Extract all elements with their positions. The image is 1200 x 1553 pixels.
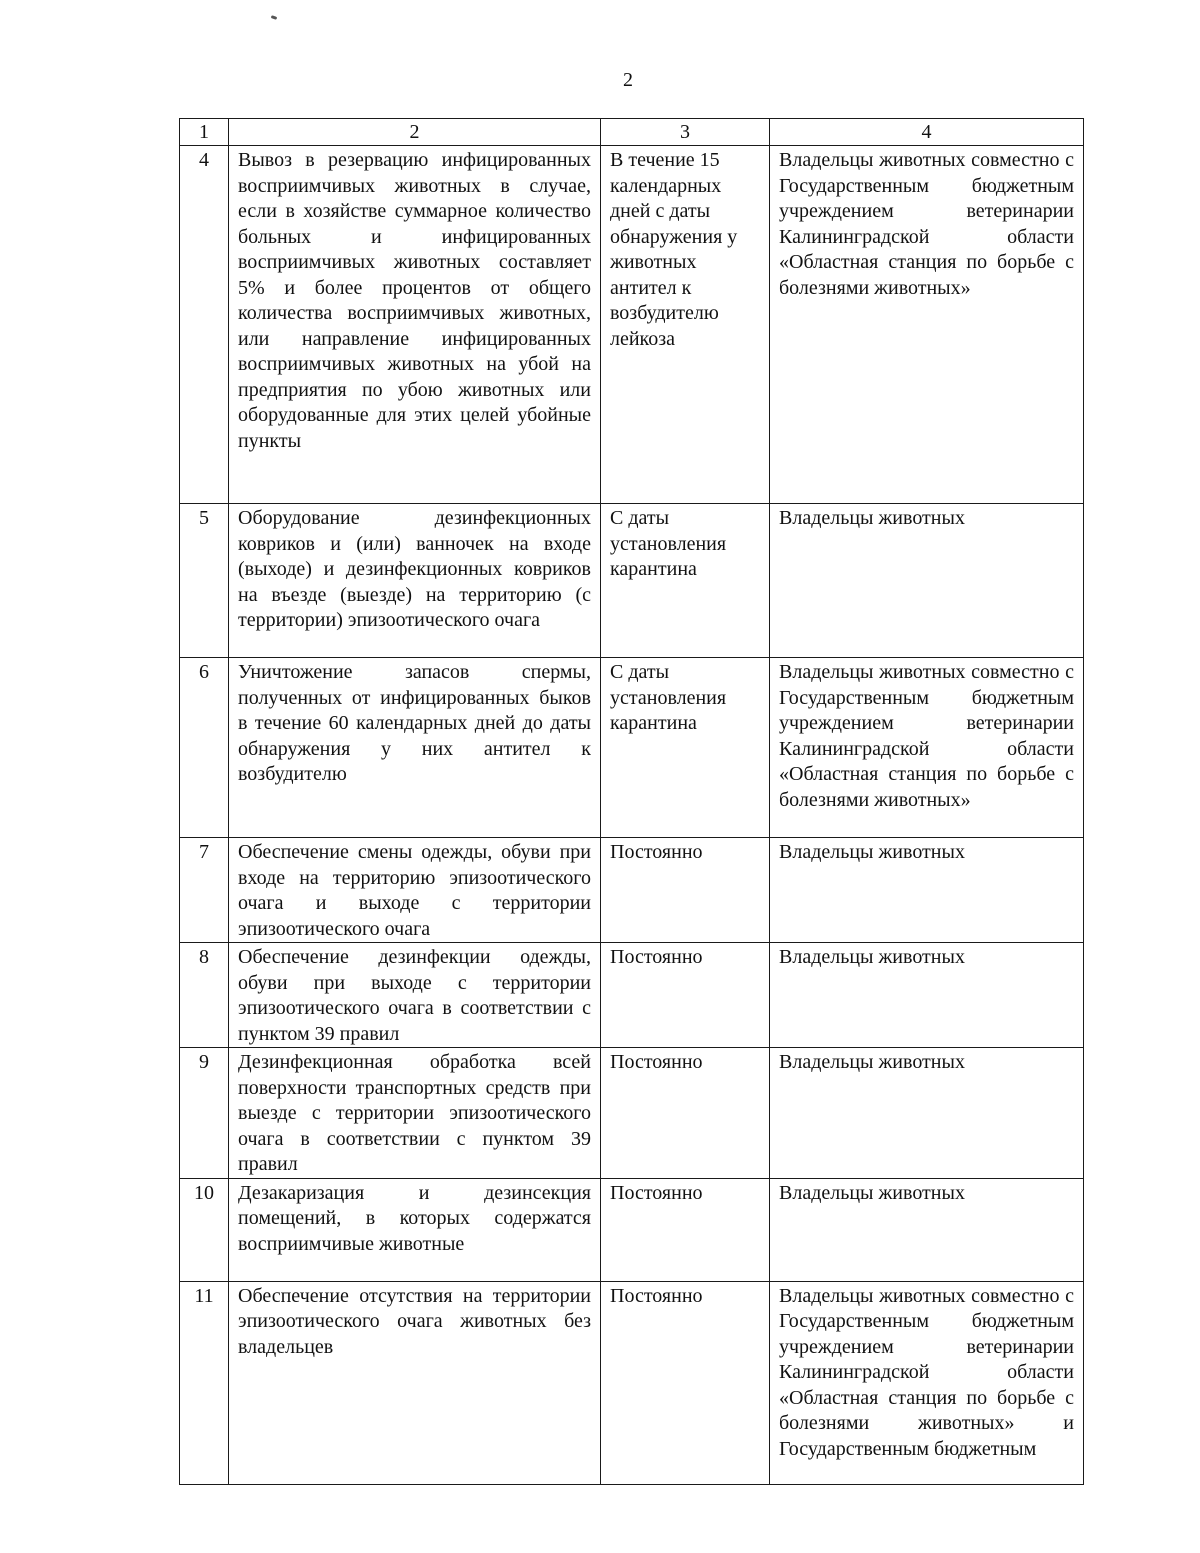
table-row: [180, 1048, 1084, 1179]
row-number: 5: [180, 504, 229, 658]
row-measure: Обеспечение дезинфекции одежды, обуви при выходе с территории эпизоотического очага в соответствии с пунктом 39 правил: [229, 943, 601, 1048]
column-header-number: 1: [180, 119, 229, 146]
row-responsible: Владельцы животных: [770, 504, 1084, 658]
row-number: 10: [180, 1178, 229, 1281]
row-number: 11: [180, 1281, 229, 1484]
table-row: [180, 504, 1084, 658]
table-row: [180, 146, 1084, 504]
row-number: 8: [180, 943, 229, 1048]
row-number: 4: [180, 146, 229, 504]
row-term: Постоянно: [601, 1281, 770, 1484]
row-responsible: Владельцы животных: [770, 943, 1084, 1048]
table-row: [180, 943, 1084, 1048]
row-term: В течение 15 календарных дней с даты обнаружения у животных антител к возбудителю лейкоза: [601, 146, 770, 504]
row-measure: Дезинфекционная обработка всей поверхности транспортных средств при выезде с территории эпизоотического очага в соответствии с пунктом 39 правил: [229, 1048, 601, 1179]
table-row: [180, 838, 1084, 943]
table-row: [180, 658, 1084, 838]
row-number: 7: [180, 838, 229, 943]
row-measure: Обеспечение смены одежды, обуви при входе на территорию эпизоотического очага и выходе с территории эпизоотического очага: [229, 838, 601, 943]
row-number: 6: [180, 658, 229, 838]
row-responsible: Владельцы животных: [770, 838, 1084, 943]
row-number: 9: [180, 1048, 229, 1179]
table-row: [180, 1178, 1084, 1281]
measures-table: [179, 118, 1084, 1485]
row-measure: Уничтожение запасов спермы, полученных от инфицированных быков в течение 60 календарных дней до даты обнаружения у них антител к возбудителю: [229, 658, 601, 838]
row-measure: Обеспечение отсутствия на территории эпизоотического очага животных без владельцев: [229, 1281, 601, 1484]
row-measure: Дезакаризация и дезинсекция помещений, в которых содержатся восприимчивые животные: [229, 1178, 601, 1281]
row-measure: Оборудование дезинфекционных ковриков и (или) ванночек на входе (выходе) и дезинфекционных ковриков на въезде (выезде) на территорию (с территории) эпизоотического очага: [229, 504, 601, 658]
row-responsible: Владельцы животных: [770, 1048, 1084, 1179]
row-term: С даты установления карантина: [601, 504, 770, 658]
table-header-row: [180, 119, 1084, 146]
row-responsible: Владельцы животных: [770, 1178, 1084, 1281]
row-responsible: Владельцы животных совместно с Государственным бюджетным учреждением ветеринарии Калининградской области «Областная станция по борьбе с болезнями животных» и Государственным бюджетным: [770, 1281, 1084, 1484]
row-responsible: Владельцы животных совместно с Государственным бюджетным учреждением ветеринарии Калининградской области «Областная станция по борьбе с болезнями животных»: [770, 658, 1084, 838]
row-term: Постоянно: [601, 943, 770, 1048]
column-header-measure: 2: [229, 119, 601, 146]
page-number: 2: [623, 69, 633, 91]
column-header-term: 3: [601, 119, 770, 146]
row-term: Постоянно: [601, 838, 770, 943]
row-term: С даты установления карантина: [601, 658, 770, 838]
row-term: Постоянно: [601, 1178, 770, 1281]
column-header-responsible: 4: [770, 119, 1084, 146]
table-row: [180, 1281, 1084, 1484]
row-responsible: Владельцы животных совместно с Государственным бюджетным учреждением ветеринарии Калининградской области «Областная станция по борьбе с болезнями животных»: [770, 146, 1084, 504]
scan-speck: [271, 15, 278, 20]
row-measure: Вывоз в резервацию инфицированных восприимчивых животных в случае, если в хозяйстве суммарное количество больных и инфицированных восприимчивых животных составляет 5% и более процентов от общего количества восприимчивых животных, или направление инфицированных восприимчивых животных на убой на предприятия по убою животных или оборудованные для этих целей убойные пункты: [229, 146, 601, 504]
row-term: Постоянно: [601, 1048, 770, 1179]
